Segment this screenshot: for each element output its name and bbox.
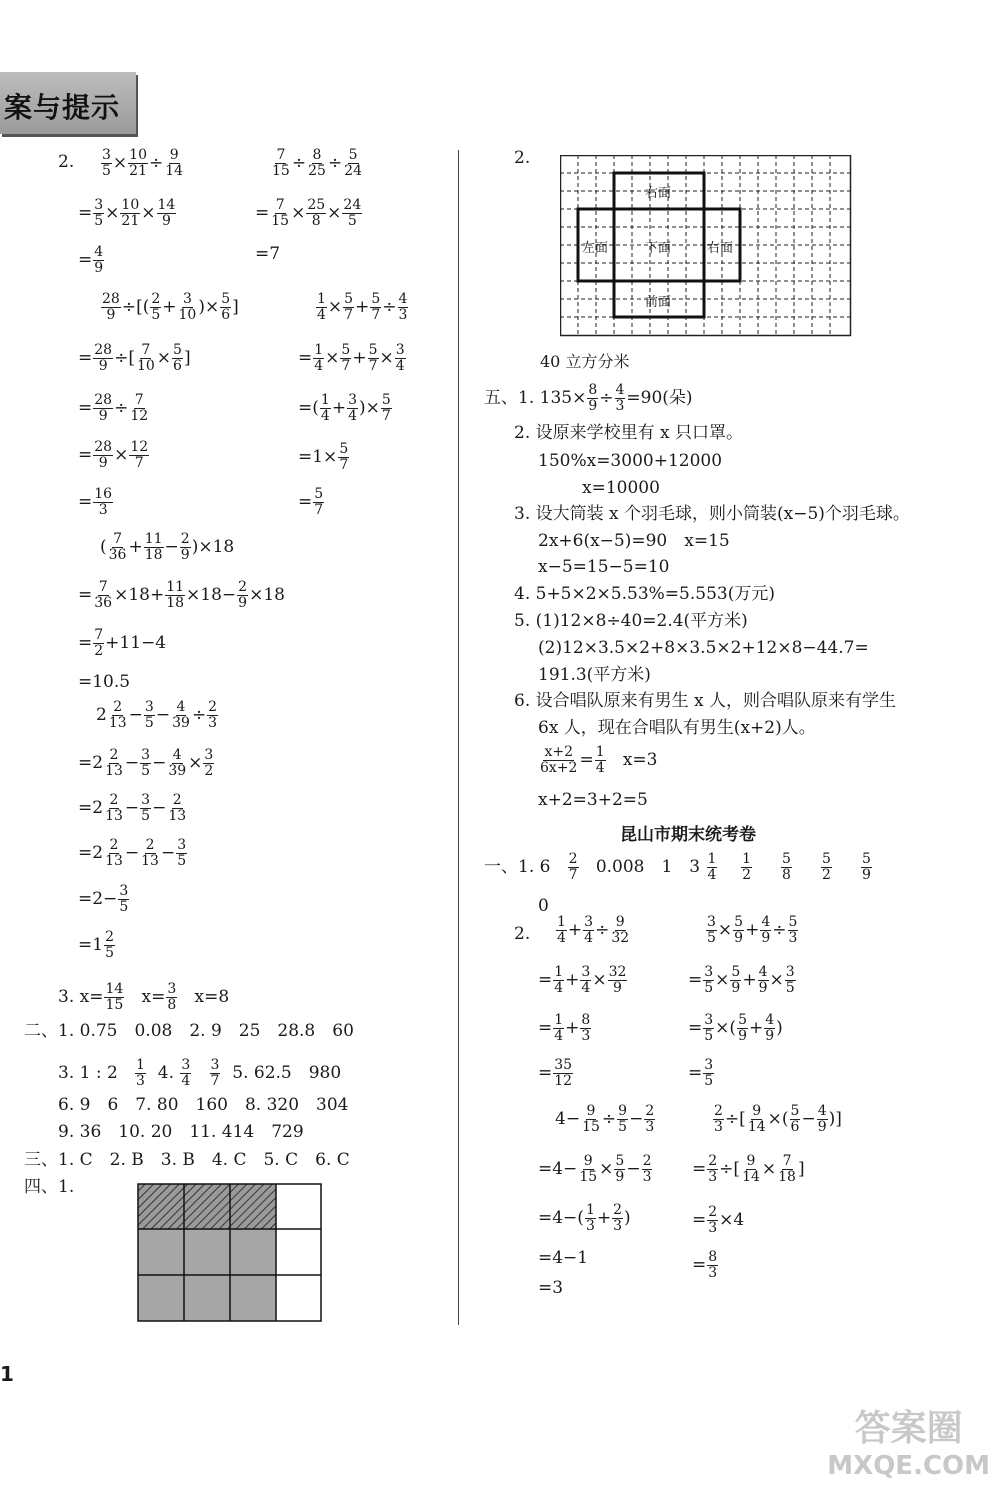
sec4-label: 四、1. xyxy=(24,1177,75,1197)
exam-title: 昆山市期末统考卷 xyxy=(620,825,756,845)
section-header-tab xyxy=(0,72,136,134)
sec5-q1-n1: 8 xyxy=(588,382,598,398)
sec2-5: 5. 62.5 980 xyxy=(232,1063,342,1083)
exam-calc-a-line3: = $\frac{1}{4}$ + $\frac{8}{3}$ xyxy=(538,1012,591,1044)
exam-f1d: 7 xyxy=(568,867,578,883)
exam-f2d: 4 xyxy=(707,867,717,883)
left-q3-label: 3. xyxy=(58,987,75,1007)
calc-1a-line1: $\frac{3}{5}$ × $\frac{10}{21}$ ÷ $\frac{9}{14}$ xyxy=(102,147,184,179)
volume-answer: 40 立方分米 xyxy=(540,352,630,371)
calc-2a-line2: = $\frac{28}{9}$ ÷[ $\frac{7}{10}$ × $\frac{5}{6}$ ] xyxy=(78,342,191,374)
net-label-right: 右面 xyxy=(707,241,734,256)
calc-1a-line2: = $\frac{3}{5}$ × $\frac{10}{21}$ × $\frac{14}{9}$ xyxy=(78,197,176,229)
calc-4-line2: =2 $\frac{2}{13}$ − $\frac{3}{5}$ − $\frac{4}{39}$ × $\frac{3}{2}$ xyxy=(78,747,214,779)
sec5-q2-line1: 2. 设原来学校里有 x 只口罩。 xyxy=(514,423,744,443)
calc-2b-line1: $\frac{1}{4}$ × $\frac{5}{7}$ + $\frac{5}{7}$ ÷ $\frac{4}{3}$ xyxy=(317,291,408,323)
calc-3-line4: =10.5 xyxy=(78,672,131,692)
sec2-f2n: 3 xyxy=(181,1057,191,1073)
q3-b-den: 8 xyxy=(167,997,177,1013)
sec5-q5-line3: 191.3(平方米) xyxy=(538,665,651,685)
q3-a-num: 14 xyxy=(105,981,124,997)
sec5-q1 xyxy=(484,383,693,414)
sec5-q2-line2: 150%x=3000+12000 xyxy=(538,451,723,471)
exam-sec1-mid: 0.008 1 3 xyxy=(595,857,701,877)
exam-f6d: 9 xyxy=(861,867,871,883)
sec5-q3-line3: x−5=15−5=10 xyxy=(538,557,670,577)
q3-b: x= xyxy=(141,987,166,1007)
sec5-q2-line3: x=10000 xyxy=(582,478,660,498)
sec2-f1d: 3 xyxy=(136,1073,145,1089)
calc-4-line3: =2 $\frac{2}{13}$ − $\frac{3}{5}$ − $\frac{2}{13}$ xyxy=(78,792,187,824)
sec5-q6-eq xyxy=(538,745,658,776)
sec5-q1-n2: 4 xyxy=(615,382,625,398)
sec2-4: 4. xyxy=(157,1063,174,1083)
exam-calc-c-line1: 4− $\frac{9}{15}$ ÷ $\frac{9}{5}$ − $\frac{2}{3}$ xyxy=(555,1103,655,1135)
watermark-url: MXQE.COM xyxy=(827,1451,990,1481)
exam-f4n: 5 xyxy=(782,851,791,867)
exam-sec1-zero: 0 xyxy=(538,896,549,916)
sec5-q5-line1: 5. (1)12×8÷40=2.4(平方米) xyxy=(514,611,748,631)
exam-f3d: 2 xyxy=(742,867,751,883)
calc-2a-line1: $\frac{28}{9}$ ÷[( $\frac{2}{5}$ + $\frac{3}{10}$ )× $\frac{5}{6}$ ] xyxy=(102,291,239,323)
calc-4-line1: 2 $\frac{2}{13}$ − $\frac{3}{5}$ − $\frac{4}{39}$ ÷ $\frac{2}{3}$ xyxy=(96,699,218,731)
q6-eq-ans: x=3 xyxy=(622,750,658,770)
sec5-q1-b: =90(朵) xyxy=(626,388,693,408)
exam-sec1-row xyxy=(484,852,873,883)
q3-c: x=8 xyxy=(194,987,230,1007)
q3-b-num: 3 xyxy=(167,981,177,997)
right-q2-label: 2. xyxy=(514,148,531,168)
exam-calc-a-line2: = $\frac{1}{4}$ + $\frac{3}{4}$ × $\frac{32}{9}$ xyxy=(538,964,627,996)
exam-calc-c-line4: =4−1 xyxy=(538,1248,589,1268)
exam-sec1-label: 一、1. 6 xyxy=(484,857,551,877)
sec2-f2d: 4 xyxy=(181,1073,191,1089)
q6-eq-d: 6x+2 xyxy=(540,760,578,776)
net-label-bottom-face: 下面 xyxy=(645,241,672,256)
sec5-q6-line1: 6. 设合唱队原来有男生 x 人，则合唱队原来有学生 xyxy=(514,691,897,711)
left-q2-label: 2. xyxy=(58,152,75,172)
exam-f5d: 2 xyxy=(821,867,831,883)
calc-1a-line3: = $\frac{4}{9}$ xyxy=(78,244,104,276)
page-number: 1 xyxy=(0,1362,14,1386)
sec5-q3-line1: 3. 设大筒装 x 个羽毛球，则小筒装(x−5)个羽毛球。 xyxy=(514,504,910,524)
calc-3-line1: ( $\frac{7}{36}$ + $\frac{11}{18}$ − $\frac{2}{9}$ )×18 xyxy=(100,531,235,563)
net-label-front: 前面 xyxy=(645,295,672,310)
exam-calc-b-line3: = $\frac{3}{5}$ ×( $\frac{5}{9}$ + $\frac{4}{9}$ ) xyxy=(688,1012,783,1044)
sec2-line4: 9. 36 10. 20 11. 414 729 xyxy=(58,1122,304,1142)
calc-3-line2: = $\frac{7}{36}$ ×18+ $\frac{11}{18}$ ×18− $\frac{2}{9}$ ×18 xyxy=(78,579,285,611)
q6-eq-rd: 4 xyxy=(595,760,605,776)
q6-eq-sign: = xyxy=(579,750,594,770)
calc-4-line6: =1 $\frac{2}{5}$ xyxy=(78,929,114,961)
exam-q2-label: 2. xyxy=(514,924,531,944)
sec2-f1n: 1 xyxy=(136,1057,145,1073)
exam-f6n: 5 xyxy=(861,851,871,867)
sec5-q6-last: x+2=3+2=5 xyxy=(538,790,648,810)
q3-a-den: 15 xyxy=(105,997,124,1013)
sec2-line1: 二、1. 0.75 0.08 2. 9 25 28.8 60 xyxy=(24,1021,354,1041)
sec5-q3-line2: 2x+6(x−5)=90 x=15 xyxy=(538,531,730,551)
net-label-top: 右面 xyxy=(645,186,672,201)
calc-1b-line2: = $\frac{7}{15}$ × $\frac{25}{8}$ × $\frac{24}{5}$ xyxy=(255,197,362,229)
exam-f3n: 1 xyxy=(742,851,751,867)
calc-2b-line2: = $\frac{1}{4}$ × $\frac{5}{7}$ + $\frac{5}{7}$ × $\frac{3}{4}$ xyxy=(298,342,405,374)
exam-calc-c-line5: =3 xyxy=(538,1278,564,1298)
exam-calc-b-line1: $\frac{3}{5}$ × $\frac{5}{9}$ + $\frac{4}{9}$ ÷ $\frac{5}{3}$ xyxy=(707,914,798,946)
exam-calc-b-line4: = $\frac{3}{5}$ xyxy=(688,1057,714,1089)
calc-2b-line5: = $\frac{5}{7}$ xyxy=(298,486,324,518)
sec5-q1-a: 五、1. 135× xyxy=(484,388,587,408)
exam-f2n: 1 xyxy=(707,851,717,867)
calc-1b-line1: $\frac{7}{15}$ ÷ $\frac{8}{25}$ ÷ $\frac{5}{24}$ xyxy=(272,147,362,179)
sec5-q6-line2: 6x 人，现在合唱队有男生(x+2)人。 xyxy=(538,718,816,738)
calc-3-line3: = $\frac{7}{2}$ +11−4 xyxy=(78,627,167,659)
calc-2a-line5: = $\frac{16}{3}$ xyxy=(78,486,113,518)
sec2-3: 3. 1 : 2 xyxy=(58,1063,118,1083)
calc-1b-line3: =7 xyxy=(255,244,281,264)
shaded-grid-figure xyxy=(137,1183,322,1323)
exam-f4d: 8 xyxy=(782,867,791,883)
net-label-left: 左面 xyxy=(582,241,609,256)
exam-calc-d-line3: = $\frac{2}{3}$ ×4 xyxy=(692,1204,745,1236)
sec3-line: 三、1. C 2. B 3. B 4. C 5. C 6. C xyxy=(24,1150,350,1170)
calc-2b-line3: =( $\frac{1}{4}$ + $\frac{3}{4}$ )× $\frac{5}{7}$ xyxy=(298,392,391,424)
section-header-title: 案与提示 xyxy=(4,91,121,124)
exam-calc-c-line2: =4− $\frac{9}{15}$ × $\frac{5}{9}$ − $\frac{2}{3}$ xyxy=(538,1153,652,1185)
exam-calc-a-line1: $\frac{1}{4}$ + $\frac{3}{4}$ ÷ $\frac{9}{32}$ xyxy=(557,914,630,946)
calc-2b-line4: =1× $\frac{5}{7}$ xyxy=(298,441,349,473)
sec2-f3n: 3 xyxy=(210,1057,220,1073)
sec5-q4: 4. 5+5×2×5.53%=5.553(万元) xyxy=(514,584,775,604)
calc-2a-line3: = $\frac{28}{9}$ ÷ $\frac{7}{12}$ xyxy=(78,392,149,424)
exam-calc-b-line2: = $\frac{3}{5}$ × $\frac{5}{9}$ + $\frac{4}{9}$ × $\frac{3}{5}$ xyxy=(688,964,795,996)
q3-a: x= xyxy=(79,987,104,1007)
calc-4-line5: =2− $\frac{3}{5}$ xyxy=(78,883,129,915)
exam-f1n: 2 xyxy=(568,851,578,867)
sec5-q5-line2: (2)12×3.5×2+8×3.5×2+12×8−44.7= xyxy=(538,638,869,658)
exam-calc-a-line4: = $\frac{35}{12}$ xyxy=(538,1057,573,1089)
q6-eq-rn: 1 xyxy=(595,744,605,760)
sec5-q1-d2: 3 xyxy=(615,398,625,414)
sec2-line3: 6. 9 6 7. 80 160 8. 320 304 xyxy=(58,1095,349,1115)
calc-2a-line4: = $\frac{28}{9}$ × $\frac{12}{7}$ xyxy=(78,439,149,471)
watermark-brand: 答案圈 xyxy=(854,1408,963,1449)
sec5-q1-op: ÷ xyxy=(599,388,614,408)
column-divider xyxy=(458,150,459,1325)
exam-calc-c-line3: =4−( $\frac{1}{3}$ + $\frac{2}{3}$ ) xyxy=(538,1202,631,1234)
sec2-f3d: 7 xyxy=(210,1073,220,1089)
exam-calc-d-line4: = $\frac{8}{3}$ xyxy=(692,1249,718,1281)
exam-calc-d-line2: = $\frac{2}{3}$ ÷[ $\frac{9}{14}$ × $\frac{7}{18}$ ] xyxy=(692,1153,805,1185)
exam-calc-d-line1: $\frac{2}{3}$ ÷[ $\frac{9}{14}$ ×( $\frac{5}{6}$ − $\frac{4}{9}$ )] xyxy=(714,1103,842,1135)
sec2-line2 xyxy=(58,1058,341,1089)
q6-eq-n: x+2 xyxy=(544,744,573,760)
exam-f5n: 5 xyxy=(821,851,831,867)
calc-4-line4: =2 $\frac{2}{13}$ − $\frac{2}{13}$ − $\frac{3}{5}$ xyxy=(78,837,187,869)
watermark xyxy=(827,1400,990,1481)
left-q3-row xyxy=(58,982,229,1013)
sec5-q1-d1: 9 xyxy=(588,398,598,414)
